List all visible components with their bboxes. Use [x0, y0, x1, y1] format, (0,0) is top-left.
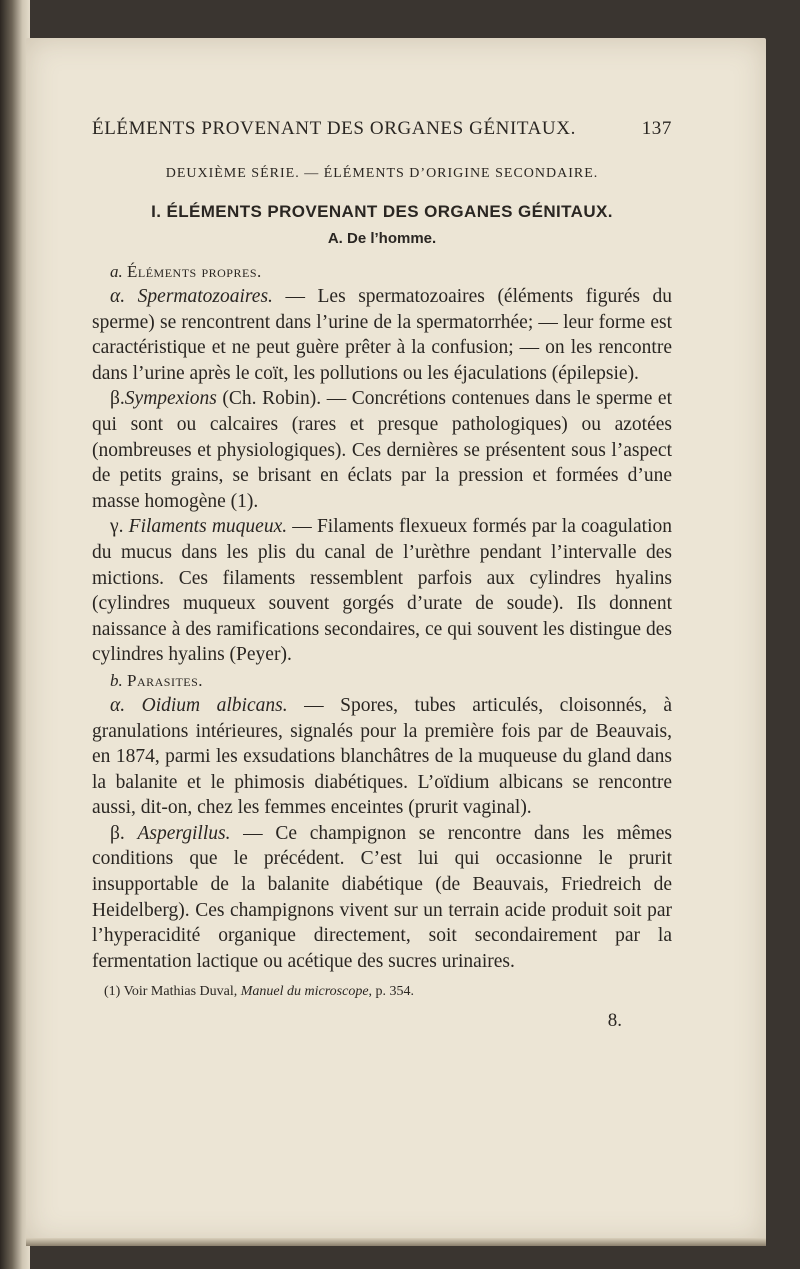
item-marker: γ. — [110, 516, 124, 538]
paragraph-spermatozoaires — [92, 284, 672, 386]
item-term: Sympexions — [124, 388, 217, 410]
heading-letter: a. — [110, 262, 123, 281]
footnote-prefix: (1) Voir Mathias Duval, — [104, 984, 241, 1000]
subsection-title: A. De l’homme. — [327, 230, 437, 247]
footnote-title: Manuel du microscope — [240, 984, 369, 1000]
section-title: I. ÉLÉMENTS PROVENANT DES ORGANES GÉNITAUX. — [151, 202, 613, 221]
running-head — [92, 118, 672, 140]
heading-parasites — [92, 668, 672, 693]
paragraph-aspergillus — [92, 821, 672, 975]
footnote — [92, 984, 672, 1000]
signature-mark: 8. — [607, 1010, 622, 1032]
item-marker: β. — [110, 388, 125, 410]
book-page — [26, 38, 766, 1243]
item-text: (Ch. Robin). — Concrétions contenues dans le sperme et qui sont ou calcaires (rares et presque pathologiques) ou azotées (nombreuses et physiologiques). Ces dernières se présentent sous l’aspect de petits grains, se brisant en éclats par la pression et formées d’une masse homogène (1). — [92, 388, 672, 512]
page-bottom-edge — [26, 1238, 766, 1246]
series-title: DEUXIÈME SÉRIE. — ÉLÉMENTS D’ORIGINE SECONDAIRE. — [165, 166, 599, 181]
heading-label: Parasites. — [127, 670, 204, 690]
heading-letter: b. — [110, 670, 123, 690]
item-marker: α. — [110, 286, 126, 307]
paragraph-sympexions — [92, 386, 672, 514]
heading-elements-propres — [92, 259, 672, 284]
heading-label: Éléments propres. — [127, 262, 262, 281]
item-text: — Filaments flexueux formés par la coagulation du mucus dans les plis du canal de l’urèthre pendant l’intervalle des mictions. Ces filaments ressemblent parfois aux cylindres hyalins (cylindres muqueux souvent gorgés d’urate de soude). Ils donnent naissance à des ramifications secondaires, ce qui souvent les distingue des cylindres hyalins (Peyer). — [92, 516, 673, 666]
footnote-suffix: , p. 354. — [368, 984, 415, 1000]
page-number: 137 — [641, 118, 672, 139]
item-term: Spermatozoaires. — [137, 286, 273, 307]
paragraph-filaments-muqueux — [92, 514, 672, 668]
running-title: ÉLÉMENTS PROVENANT DES ORGANES GÉNITAUX. — [92, 118, 576, 139]
item-text: — Les spermatozoaires (éléments figurés du sperme) se rencontrent dans l’urine de la spermatorrhée; — leur forme est caractéristique et ne peut guère prêter à la confusion; — on les rencontre dans l’urine après le coït, les pollutions ou les éjaculations (épilepsie). — [92, 286, 672, 384]
item-text: — Spores, tubes articulés, cloisonnés, à granulations intérieures, signalés pour la première fois par de Beauvais, en 1874, parmi les exsudations blanchâtres de la muqueuse du gland dans la balanite et le phimosis diabétiques. L’oïdium albicans se rencontre aussi, dit-on, chez les femmes enceintes (prurit vaginal). — [92, 694, 672, 819]
item-term: Filaments muqueux. — [128, 516, 288, 538]
item-term: Oidium albicans. — [141, 694, 288, 716]
item-term: Aspergillus. — [137, 822, 231, 844]
paragraph-oidium — [92, 693, 672, 821]
item-marker: α. — [110, 694, 126, 716]
page-content — [92, 118, 672, 1032]
item-marker: β. — [110, 822, 125, 844]
item-text: — Ce champignon se rencontre dans les mêmes conditions que le précédent. C’est lui qui occasionne le prurit insupportable de la balanite diabétique (de Beauvais, Friedreich de Heidelberg). Ces champignons vivent sur un terrain acide produit soit par l’hyperacidité organique directement, soit secondairement par la fermentation lactique ou acétique des sucres urinaires. — [92, 822, 673, 972]
